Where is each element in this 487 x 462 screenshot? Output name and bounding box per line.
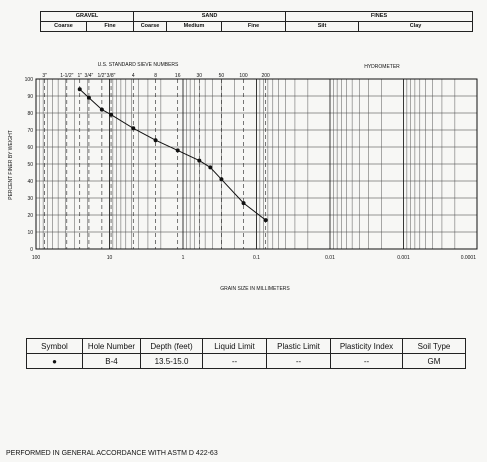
plasticity-index-cell: -- bbox=[331, 354, 403, 369]
data-point bbox=[219, 177, 223, 181]
data-point bbox=[87, 96, 91, 100]
soil-type-cell: GM bbox=[403, 354, 466, 369]
series-layer bbox=[78, 87, 268, 222]
x-tick-label: 0.001 bbox=[397, 255, 410, 261]
y-tick-label: 80 bbox=[27, 111, 33, 117]
data-point bbox=[78, 87, 82, 91]
header-plastic-limit: Plastic Limit bbox=[267, 339, 331, 354]
y-axis-title: PERCENT FINER BY WEIGHT bbox=[8, 130, 14, 200]
x-tick-label: 0.1 bbox=[253, 255, 260, 261]
sieve-label: 1" bbox=[77, 73, 83, 79]
summary-data-row bbox=[27, 354, 466, 369]
summary-table bbox=[26, 338, 466, 369]
sieve-label: 8 bbox=[154, 73, 157, 79]
sieve-label: 3/4" bbox=[84, 73, 94, 79]
subgroup-gravel-coarse: Coarse bbox=[41, 22, 87, 32]
header-symbol: Symbol bbox=[27, 339, 83, 354]
y-tick-label: 60 bbox=[27, 145, 33, 151]
summary-header-row bbox=[27, 339, 466, 354]
top-axis-title: U.S. STANDARD SIEVE NUMBERS bbox=[97, 62, 179, 68]
sieve-label: 1/2" bbox=[97, 73, 107, 79]
subgroup-sand-fine: Fine bbox=[222, 22, 286, 32]
group-sand: SAND bbox=[134, 12, 286, 22]
header-depth: Depth (feet) bbox=[141, 339, 203, 354]
sieve-label: 1-1/2" bbox=[60, 73, 74, 79]
y-tick-label: 30 bbox=[27, 196, 33, 202]
data-point bbox=[264, 218, 268, 222]
hydrometer-label: HYDROMETER bbox=[364, 64, 400, 70]
y-tick-label: 100 bbox=[24, 77, 33, 83]
x-tick-label: 0.0001 bbox=[460, 255, 476, 261]
data-point bbox=[176, 148, 180, 152]
gradation-curve bbox=[80, 89, 266, 220]
data-point bbox=[131, 126, 135, 130]
subgroup-sand-coarse: Coarse bbox=[134, 22, 167, 32]
header-hole-number: Hole Number bbox=[83, 339, 141, 354]
data-point bbox=[154, 138, 158, 142]
sieve-label: 100 bbox=[239, 73, 248, 79]
group-gravel: GRAVEL bbox=[41, 12, 134, 22]
x-tick-label: 0.01 bbox=[325, 255, 335, 261]
group-fines: FINES bbox=[286, 12, 473, 22]
header-soil-type: Soil Type bbox=[403, 339, 466, 354]
header-liquid-limit: Liquid Limit bbox=[203, 339, 267, 354]
subgroup-clay: Clay bbox=[359, 22, 473, 32]
sieve-label: 200 bbox=[261, 73, 270, 79]
symbol-cell: ● bbox=[27, 354, 83, 369]
sieve-label: 30 bbox=[196, 73, 203, 79]
y-tick-label: 90 bbox=[27, 94, 33, 100]
data-point bbox=[100, 108, 104, 112]
data-point bbox=[197, 159, 201, 163]
y-tick-label: 0 bbox=[30, 247, 33, 253]
y-tick-label: 50 bbox=[27, 162, 33, 168]
hole-number-cell: B-4 bbox=[83, 354, 141, 369]
footer-note: PERFORMED IN GENERAL ACCORDANCE WITH ASTM D 422-63 bbox=[6, 450, 218, 457]
x-tick-label: 1 bbox=[181, 255, 185, 261]
y-tick-label: 20 bbox=[27, 213, 33, 219]
header-plasticity-index: Plasticity Index bbox=[331, 339, 403, 354]
x-tick-label: 10 bbox=[106, 255, 113, 261]
depth-cell: 13.5-15.0 bbox=[141, 354, 203, 369]
y-tick-label: 40 bbox=[27, 179, 33, 185]
subgroup-sand-medium: Medium bbox=[167, 22, 222, 32]
y-tick-label: 70 bbox=[27, 128, 33, 134]
data-point bbox=[208, 165, 212, 169]
sieve-label: 16 bbox=[174, 73, 181, 79]
subgroup-silt: Silt bbox=[286, 22, 359, 32]
sieve-label: 4 bbox=[131, 73, 135, 79]
x-tick-label: 100 bbox=[31, 255, 41, 261]
sieve-label: 50 bbox=[218, 73, 225, 79]
data-point bbox=[109, 113, 113, 117]
x-axis-title: GRAIN SIZE IN MILLIMETERS bbox=[220, 286, 290, 292]
plastic-limit-cell: -- bbox=[267, 354, 331, 369]
y-tick-label: 10 bbox=[27, 230, 33, 236]
sieve-label: 3" bbox=[42, 73, 47, 79]
sieve-label: 3/8" bbox=[106, 73, 116, 79]
subgroup-gravel-fine: Fine bbox=[87, 22, 134, 32]
liquid-limit-cell: -- bbox=[203, 354, 267, 369]
data-point bbox=[242, 201, 246, 205]
